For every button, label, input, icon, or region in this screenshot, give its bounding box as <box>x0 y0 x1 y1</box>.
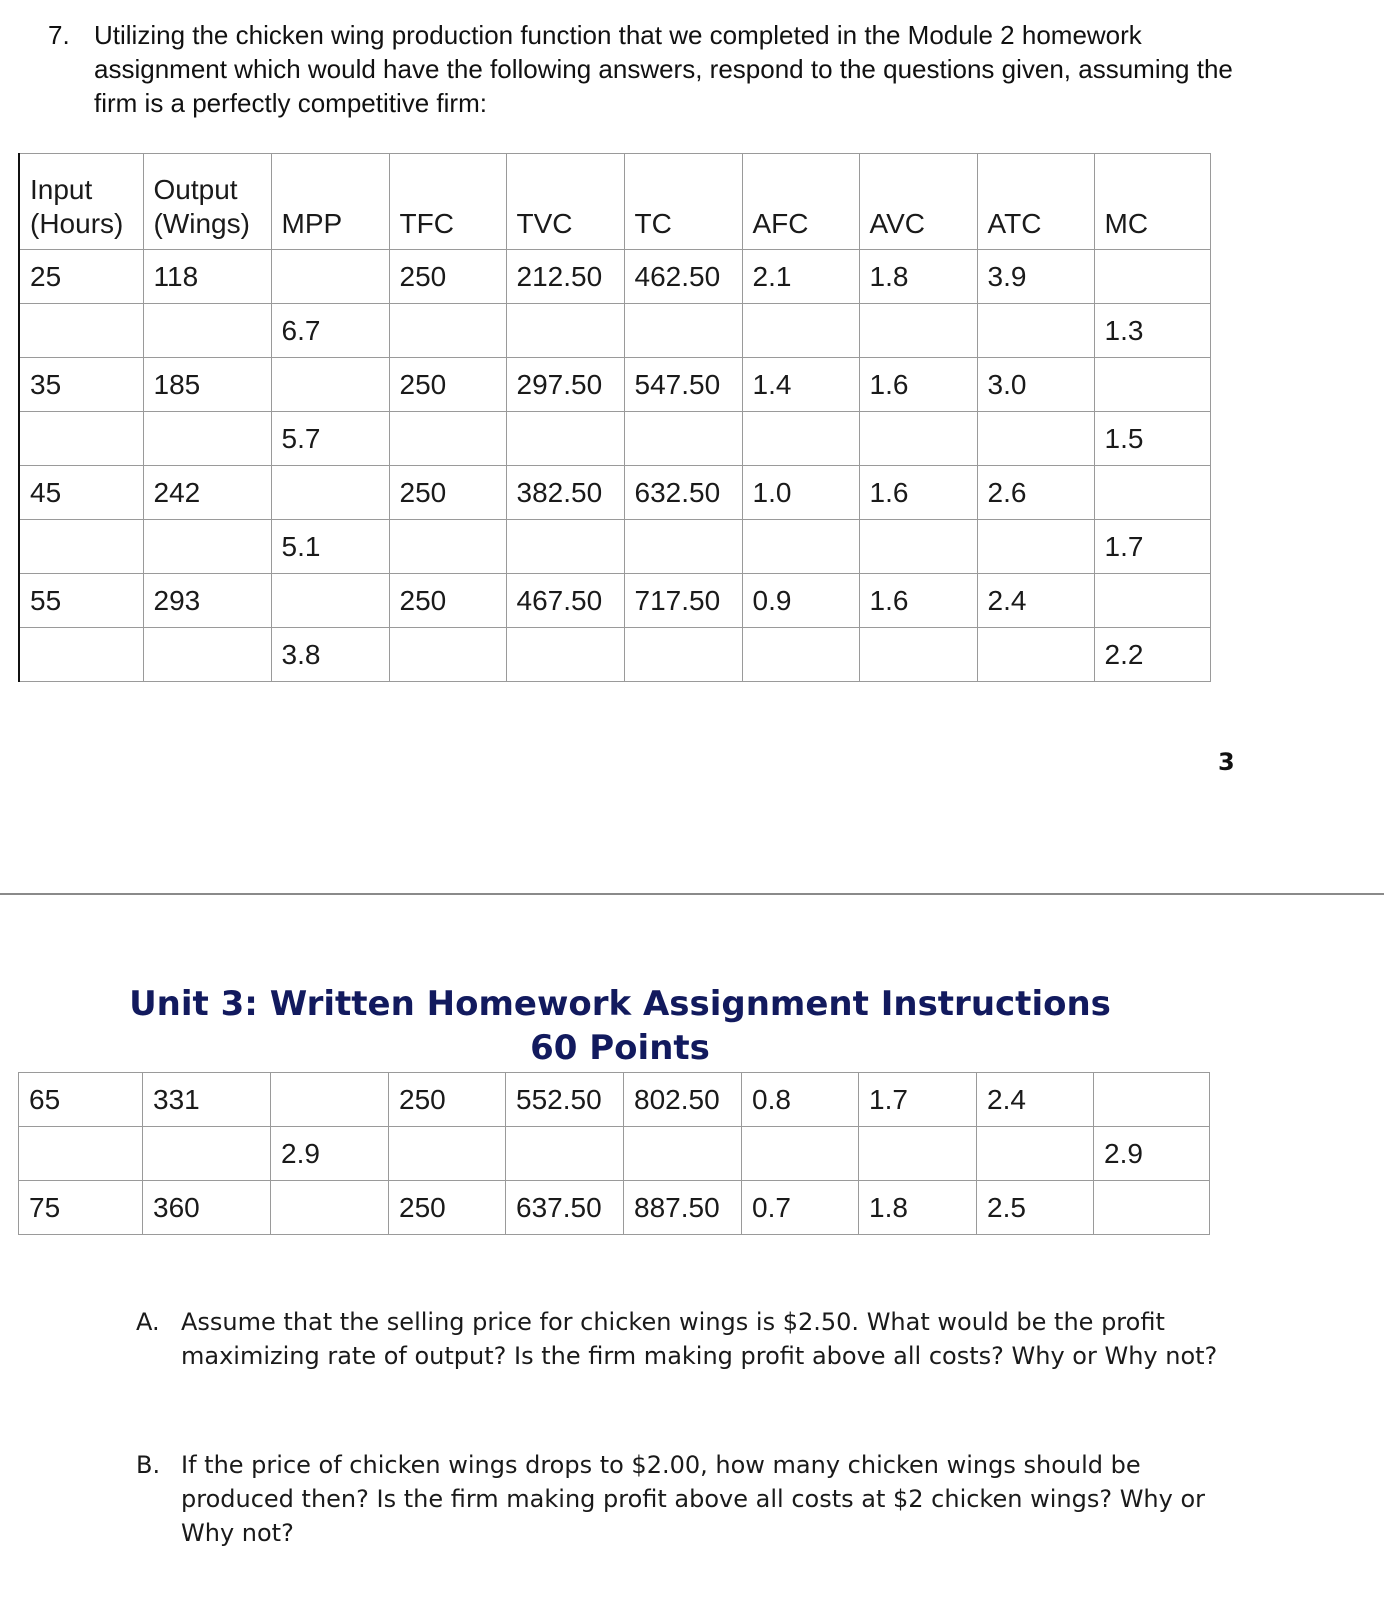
table-cell <box>19 628 143 682</box>
table-cell <box>271 574 389 628</box>
table-cell: 2.6 <box>977 466 1094 520</box>
table-row <box>19 250 1210 304</box>
page-number: 3 <box>1218 748 1235 776</box>
table-cell: 2.9 <box>1094 1127 1210 1181</box>
table-cell <box>742 628 859 682</box>
table-cell <box>1094 358 1210 412</box>
table-cell: 1.4 <box>742 358 859 412</box>
table-cell <box>389 304 506 358</box>
table-cell <box>859 304 977 358</box>
table-header-cell: TFC <box>389 154 506 250</box>
table-cell: 2.1 <box>742 250 859 304</box>
table-cell <box>19 412 143 466</box>
sub-question-text: If the price of chicken wings drops to $2.00, how many chicken wings should be produced then? Is the firm making profit above all costs at $2 chicken wings? Why or Why not? <box>181 1451 1206 1547</box>
table-cell: 3.0 <box>977 358 1094 412</box>
table-cell: 25 <box>19 250 143 304</box>
table-cell <box>143 1127 271 1181</box>
table-cell: 637.50 <box>506 1181 624 1235</box>
table-cell <box>977 304 1094 358</box>
table-cell: 887.50 <box>624 1181 742 1235</box>
table-cell: 1.6 <box>859 574 977 628</box>
table-cell <box>506 520 624 574</box>
table-cell: 297.50 <box>506 358 624 412</box>
table-cell <box>506 412 624 466</box>
table-header-cell: TC <box>624 154 742 250</box>
table-cell: 462.50 <box>624 250 742 304</box>
table-row <box>19 466 1210 520</box>
table-cell: 250 <box>389 250 506 304</box>
table-cell: 250 <box>389 1181 506 1235</box>
table-header-cell <box>19 154 143 250</box>
table-cell <box>1094 574 1210 628</box>
table-cell: 1.0 <box>742 466 859 520</box>
table-cell <box>624 520 742 574</box>
sub-question-letter: B. <box>136 1451 161 1479</box>
table-header-row <box>19 154 1210 250</box>
table-header-cell <box>143 154 271 250</box>
table-row <box>19 574 1210 628</box>
table-cell: 5.7 <box>271 412 389 466</box>
table-cell <box>859 628 977 682</box>
table-cell <box>624 628 742 682</box>
table-header-cell: AVC <box>859 154 977 250</box>
table-cell: 2.4 <box>977 1073 1094 1127</box>
table-cell: 250 <box>389 358 506 412</box>
table-cell <box>506 1127 624 1181</box>
table-cell <box>624 1127 742 1181</box>
table-cell: 185 <box>143 358 271 412</box>
table-header-cell: ATC <box>977 154 1094 250</box>
table-cell: 35 <box>19 358 143 412</box>
table-cell: 45 <box>19 466 143 520</box>
table-cell: 552.50 <box>506 1073 624 1127</box>
cost-table-top <box>18 153 1211 682</box>
table-cell: 360 <box>143 1181 271 1235</box>
table-row <box>19 1073 1210 1127</box>
table-cell: 382.50 <box>506 466 624 520</box>
table-cell: 3.8 <box>271 628 389 682</box>
table-cell: 331 <box>143 1073 271 1127</box>
table-cell: 2.9 <box>271 1127 389 1181</box>
table-cell <box>271 358 389 412</box>
table-cell <box>506 304 624 358</box>
table-cell: 632.50 <box>624 466 742 520</box>
table-cell <box>977 1127 1094 1181</box>
table-header-line: Input <box>30 174 93 205</box>
table-cell: 1.8 <box>859 250 977 304</box>
table-header-line: (Wings) <box>153 208 250 239</box>
table-cell: 1.7 <box>1094 520 1210 574</box>
table-cell: 717.50 <box>624 574 742 628</box>
table-header-line: Output <box>153 174 238 205</box>
table-row <box>19 1127 1210 1181</box>
table-cell <box>143 628 271 682</box>
table-cell: 467.50 <box>506 574 624 628</box>
table-cell: 242 <box>143 466 271 520</box>
table-cell <box>143 520 271 574</box>
table-cell <box>742 1127 859 1181</box>
table-cell: 2.5 <box>977 1181 1094 1235</box>
table-cell: 1.5 <box>1094 412 1210 466</box>
table-cell <box>143 304 271 358</box>
table-cell <box>742 412 859 466</box>
table-cell <box>19 1127 143 1181</box>
table-cell: 802.50 <box>624 1073 742 1127</box>
question-text: Utilizing the chicken wing production function that we completed in the Module 2 homework assignment which would have the following answers, respond to the questions given, assuming the firm is a perfectly competitive firm: <box>94 20 1233 118</box>
table-cell: 1.6 <box>859 358 977 412</box>
table-cell: 250 <box>389 466 506 520</box>
table-cell: 0.7 <box>742 1181 859 1235</box>
table-cell <box>271 1073 389 1127</box>
table-cell <box>271 466 389 520</box>
table-cell <box>1094 466 1210 520</box>
table-cell <box>1094 1073 1210 1127</box>
table-cell: 1.7 <box>859 1073 977 1127</box>
table-cell: 547.50 <box>624 358 742 412</box>
table-cell <box>742 520 859 574</box>
table-header-cell: AFC <box>742 154 859 250</box>
table-cell <box>19 304 143 358</box>
table-cell: 0.8 <box>742 1073 859 1127</box>
table-cell: 2.2 <box>1094 628 1210 682</box>
question-number: 7. <box>48 20 70 50</box>
table-cell <box>271 250 389 304</box>
table-cell: 1.6 <box>859 466 977 520</box>
table-cell <box>143 412 271 466</box>
table-row <box>19 1181 1210 1235</box>
table-cell <box>19 520 143 574</box>
table-row <box>19 520 1210 574</box>
table-cell: 75 <box>19 1181 143 1235</box>
table-cell: 250 <box>389 1073 506 1127</box>
table-cell <box>389 412 506 466</box>
table-cell: 1.8 <box>859 1181 977 1235</box>
table-cell <box>624 304 742 358</box>
table-cell <box>389 628 506 682</box>
table-header-cell: MPP <box>271 154 389 250</box>
table-cell: 250 <box>389 574 506 628</box>
table-cell: 3.9 <box>977 250 1094 304</box>
unit-title-line1: Unit 3: Written Homework Assignment Instructions <box>129 984 1111 1024</box>
table-cell <box>859 412 977 466</box>
table-cell <box>389 520 506 574</box>
table-cell: 2.4 <box>977 574 1094 628</box>
table-cell <box>1094 250 1210 304</box>
table-cell: 65 <box>19 1073 143 1127</box>
page-divider <box>0 893 1384 895</box>
table-cell <box>859 1127 977 1181</box>
table-cell <box>859 520 977 574</box>
table-cell <box>1094 1181 1210 1235</box>
table-row <box>19 412 1210 466</box>
table-cell <box>742 304 859 358</box>
table-cell: 1.3 <box>1094 304 1210 358</box>
sub-question-text: Assume that the selling price for chicken wings is $2.50. What would be the profit maximizing rate of output? Is the firm making profit above all costs? Why or Why not? <box>181 1308 1218 1370</box>
table-header-cell: MC <box>1094 154 1210 250</box>
table-cell <box>389 1127 506 1181</box>
table-cell <box>271 1181 389 1235</box>
table-cell: 293 <box>143 574 271 628</box>
table-cell <box>977 628 1094 682</box>
table-header-cell: TVC <box>506 154 624 250</box>
cost-table-bottom <box>18 1072 1210 1235</box>
table-row <box>19 304 1210 358</box>
table-cell <box>624 412 742 466</box>
table-cell: 0.9 <box>742 574 859 628</box>
table-cell <box>977 520 1094 574</box>
unit-title-line2: 60 Points <box>530 1028 710 1068</box>
unit-title <box>0 982 1240 1070</box>
table-row <box>19 628 1210 682</box>
table-cell: 5.1 <box>271 520 389 574</box>
table-cell <box>506 628 624 682</box>
table-cell: 212.50 <box>506 250 624 304</box>
sub-question-letter: A. <box>136 1308 160 1336</box>
table-cell: 118 <box>143 250 271 304</box>
table-header-line: (Hours) <box>30 208 124 239</box>
table-cell: 6.7 <box>271 304 389 358</box>
table-cell: 55 <box>19 574 143 628</box>
table-row <box>19 358 1210 412</box>
table-cell <box>977 412 1094 466</box>
